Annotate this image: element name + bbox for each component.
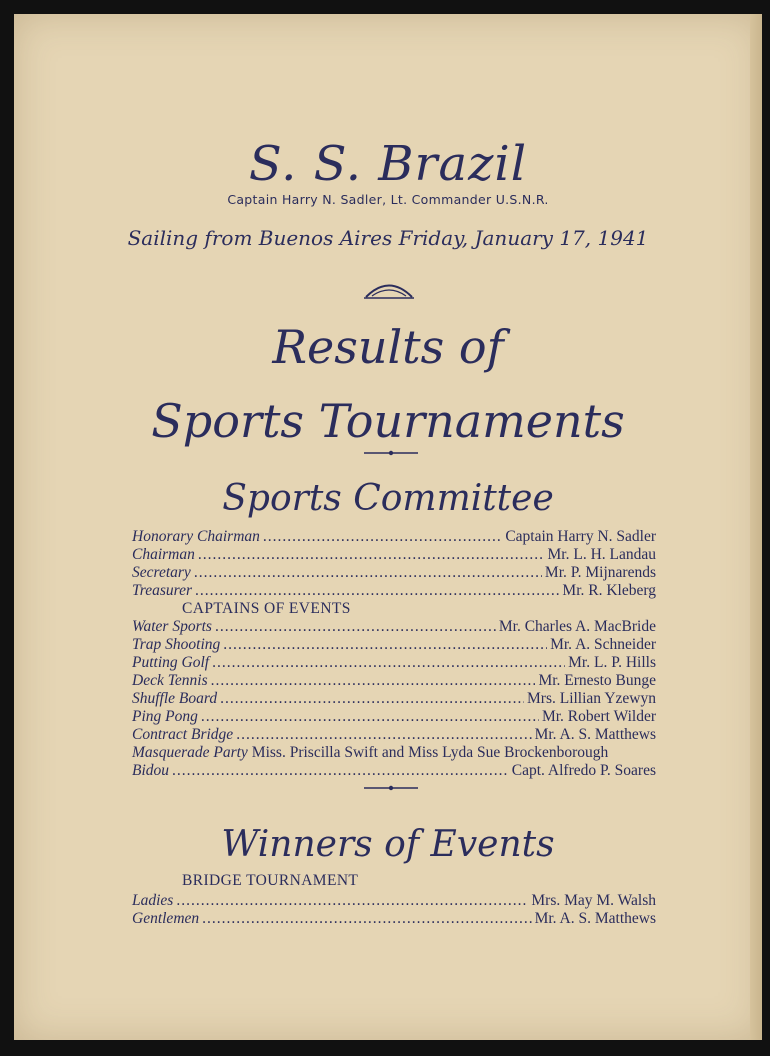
person-name: Mr. A. Schneider bbox=[550, 636, 656, 653]
person-name: Mr. Charles A. MacBride bbox=[498, 618, 656, 635]
event-label: Contract Bridge bbox=[132, 726, 234, 743]
person-name: Miss. Priscilla Swift and Miss Lyda Sue Brockenborough bbox=[251, 744, 609, 761]
person-name: Captain Harry N. Sadler bbox=[505, 528, 656, 545]
captain-row bbox=[132, 708, 656, 726]
event-label: Deck Tennis bbox=[132, 672, 208, 689]
person-name: Mr. P. Mijnarends bbox=[544, 564, 656, 581]
person-name: Mr. L. P. Hills bbox=[568, 654, 656, 671]
committee-row bbox=[132, 546, 656, 564]
winner-name: Mr. A. S. Matthews bbox=[534, 910, 656, 927]
captain-line: Captain Harry N. Sadler, Lt. Commander U.S.N.R. bbox=[227, 192, 549, 207]
crown-ornament-icon bbox=[362, 280, 416, 302]
event-label: Masquerade Party bbox=[132, 744, 248, 761]
winner-name: Mrs. May M. Walsh bbox=[531, 892, 656, 909]
role-label: Honorary Chairman bbox=[132, 528, 260, 545]
person-name: Mr. L. H. Landau bbox=[547, 546, 656, 563]
title-line-1: Results of bbox=[272, 320, 504, 374]
captain-row bbox=[132, 618, 656, 636]
divider-ornament-icon bbox=[364, 450, 418, 456]
event-label: Putting Golf bbox=[132, 654, 210, 671]
committee-heading: Sports Committee bbox=[222, 478, 554, 519]
program-page bbox=[14, 14, 762, 1040]
committee-row bbox=[132, 564, 656, 582]
person-name: Mr. R. Kleberg bbox=[562, 582, 656, 599]
person-name: Capt. Alfredo P. Soares bbox=[511, 762, 656, 779]
person-name: Mr. A. S. Matthews bbox=[534, 726, 656, 743]
category-label: Ladies bbox=[132, 892, 174, 909]
captain-row bbox=[132, 672, 656, 690]
captain-row bbox=[132, 636, 656, 654]
person-name: Mr. Robert Wilder bbox=[541, 708, 656, 725]
divider-ornament-icon bbox=[364, 785, 418, 791]
captain-row bbox=[132, 726, 656, 744]
title-line-2: Sports Tournaments bbox=[151, 394, 625, 448]
role-label: Chairman bbox=[132, 546, 195, 563]
event-label: Water Sports bbox=[132, 618, 212, 635]
winner-row bbox=[132, 892, 656, 910]
bridge-tournament-label: BRIDGE TOURNAMENT bbox=[182, 872, 359, 889]
committee-row bbox=[132, 582, 656, 600]
winner-row bbox=[132, 910, 656, 928]
sailing-line: Sailing from Buenos Aires Friday, January 17, 1941 bbox=[127, 226, 649, 250]
committee-row bbox=[132, 528, 656, 546]
event-label: Shuffle Board bbox=[132, 690, 218, 707]
event-label: Bidou bbox=[132, 762, 170, 779]
role-label: Secretary bbox=[132, 564, 191, 581]
captain-row bbox=[132, 744, 656, 762]
captains-of-events-label: CAPTAINS OF EVENTS bbox=[182, 600, 351, 617]
ship-name: S. S. Brazil bbox=[248, 136, 528, 192]
person-name: Mrs. Lillian Yzewyn bbox=[527, 690, 656, 707]
role-label: Treasurer bbox=[132, 582, 193, 599]
category-label: Gentlemen bbox=[132, 910, 200, 927]
captain-row bbox=[132, 690, 656, 708]
captain-row bbox=[132, 762, 656, 780]
person-name: Mr. Ernesto Bunge bbox=[538, 672, 656, 689]
event-label: Trap Shooting bbox=[132, 636, 221, 653]
event-label: Ping Pong bbox=[132, 708, 198, 725]
winners-heading: Winners of Events bbox=[221, 824, 555, 865]
captain-row bbox=[132, 654, 656, 672]
